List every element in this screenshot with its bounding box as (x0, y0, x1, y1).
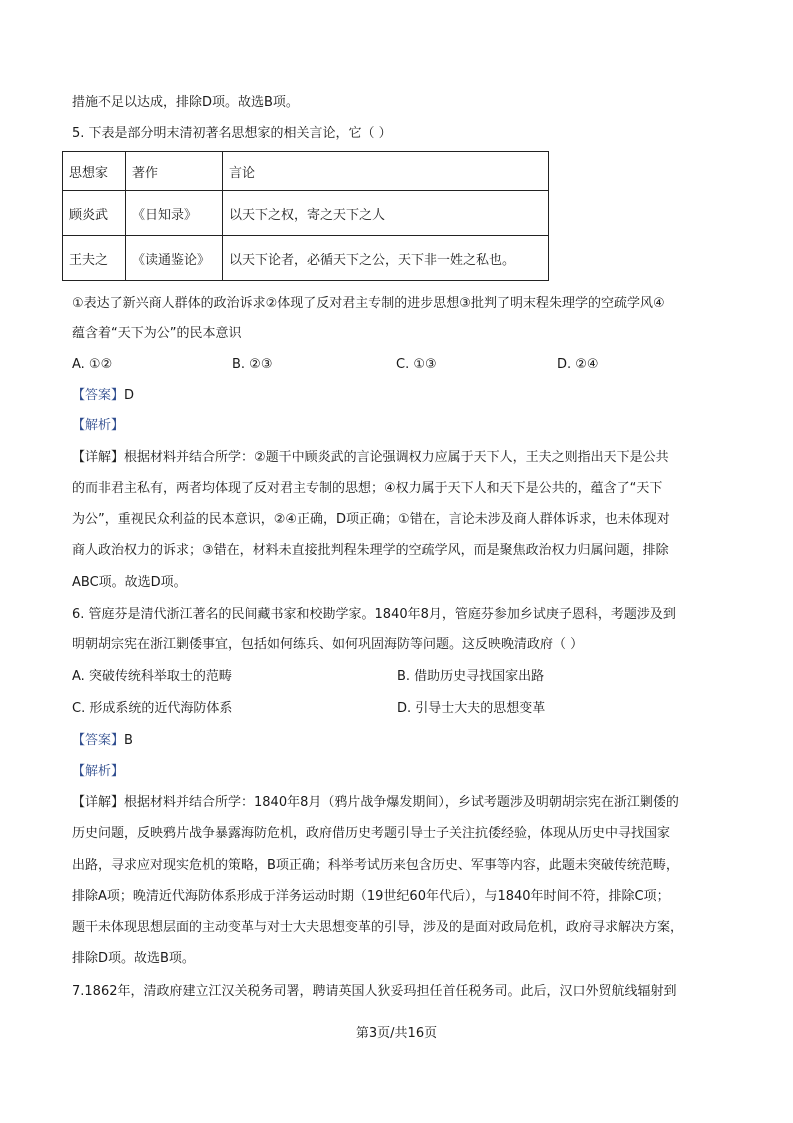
detail-line: 题干未体现思想层面的主动变革与对士大夫思想变革的引导，涉及的是面对政局危机，政府寻求解决方案， (72, 920, 684, 935)
option-c: C. ①③ (396, 357, 437, 372)
table-header-row (63, 152, 549, 191)
table-row (63, 236, 549, 281)
option-b: B. ②③ (232, 357, 273, 372)
option-d: D. ②④ (557, 357, 599, 372)
table-cell: 王夫之 (63, 236, 126, 281)
answer-value: D (124, 388, 135, 403)
table-cell: 顾炎武 (63, 191, 126, 236)
detail-line: ABC项。故选D项。 (72, 575, 187, 590)
answer-value: B (124, 733, 133, 748)
table-header-cell: 著作 (126, 152, 223, 191)
previous-answer-tail: 措施不足以达成，排除D项。故选B项。 (72, 95, 299, 110)
question-6-stem: 6. 管庭芬是清代浙江著名的民间藏书家和校勘学家。1840年8月，管庭芬参加乡试庚子恩科，考题涉及到 (72, 607, 676, 622)
analysis-tag: 【解析】 (72, 764, 125, 779)
table-row (63, 191, 549, 236)
thinkers-table (62, 151, 549, 281)
question-5-statements: ①表达了新兴商人群体的政治诉求②体现了反对君主专制的进步思想③批判了明末程朱理学的空疏学风④ (72, 296, 665, 311)
detail-line: 出路，寻求应对现实危机的策略，B项正确；科举考试历来包含历史、军事等内容，此题未突破传统范畴， (72, 858, 679, 873)
option-c: C. 形成系统的近代海防体系 (72, 701, 233, 716)
detail-line: 排除D项。故选B项。 (72, 951, 195, 966)
table-header-cell: 思想家 (63, 152, 126, 191)
detail-line: 为公”，重视民众利益的民本意识，②④正确，D项正确；①错在，言论未涉及商人群体诉求，也未体现对 (72, 512, 670, 527)
detail-line: 的而非君主私有，两者均体现了反对君主专制的思想；④权力属于天下人和天下是公共的，蕴含了“天下 (72, 481, 663, 496)
detail-line: 历史问题，反映鸦片战争暴露海防危机，政府借历史考题引导士子关注抗倭经验，体现从历史中寻找国家 (72, 826, 671, 841)
analysis-tag: 【解析】 (72, 418, 125, 433)
table-header-cell: 言论 (223, 152, 549, 191)
option-b: B. 借助历史寻找国家出路 (397, 669, 545, 684)
table-cell: 以天下论者，必循天下之公，天下非一姓之私也。 (223, 236, 549, 281)
table-cell: 《日知录》 (126, 191, 223, 236)
detail-line: 【详解】根据材料并结合所学：1840年8月（鸦片战争爆发期间），乡试考题涉及明朝胡宗宪在浙江剿倭的 (72, 795, 679, 810)
option-a: A. 突破传统科举取士的范畴 (72, 669, 232, 684)
answer-tag: 【答案】 (72, 733, 125, 748)
question-5-stem: 5. 下表是部分明末清初著名思想家的相关言论，它（ ） (72, 126, 392, 141)
answer-line (72, 731, 133, 751)
question-6-stem-cont: 明朝胡宗宪在浙江剿倭事宜，包括如何练兵、如何巩固海防等问题。这反映晚清政府（ ） (72, 637, 584, 652)
question-5-statements-cont: 蕴含着“天下为公”的民本意识 (72, 326, 242, 341)
detail-line: 【详解】根据材料并结合所学：②题干中顾炎武的言论强调权力应属于天下人，王夫之则指出天下是公共 (72, 450, 669, 465)
detail-line: 排除A项；晚清近代海防体系形成于洋务运动时期（19世纪60年代后），与1840年时间不符，排除C项； (72, 889, 670, 904)
detail-line: 商人政治权力的诉求；③错在，材料未直接批判程朱理学的空疏学风，而是聚焦政治权力归属问题，排除 (72, 543, 669, 558)
option-d: D. 引导士大夫的思想变革 (397, 701, 546, 716)
page-footer: 第3页/共16页 (355, 1026, 438, 1041)
question-7-stem: 7.1862年，清政府建立江汉关税务司署，聘请英国人狄妥玛担任首任税务司。此后，汉口外贸航线辐射到 (72, 984, 677, 999)
option-a: A. ①② (72, 357, 113, 372)
table-cell: 以天下之权，寄之天下之人 (223, 191, 549, 236)
answer-tag: 【答案】 (72, 388, 125, 403)
table-cell: 《读通鉴论》 (126, 236, 223, 281)
answer-line (72, 386, 134, 406)
